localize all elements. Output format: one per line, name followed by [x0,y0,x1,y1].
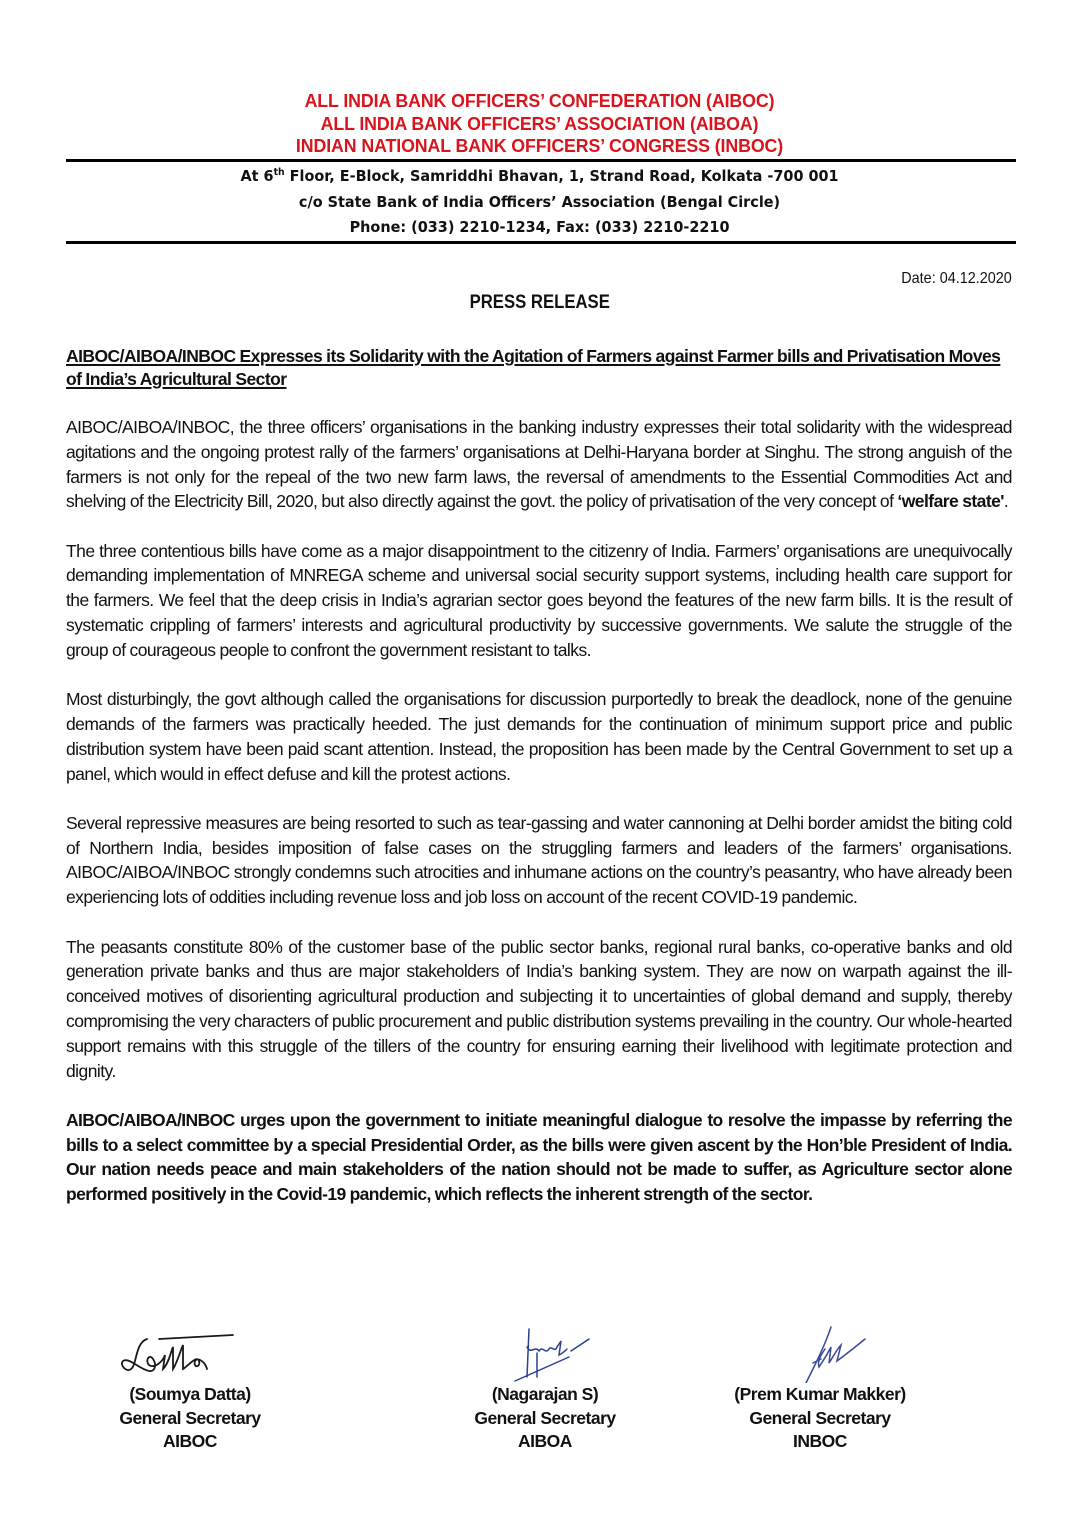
address-suffix: Floor, E-Block, Samriddhi Bhavan, 1, Strand Road, Kolkata -700 001 [284,167,839,185]
address-line-1 [38,164,1041,190]
title-text: PRESS RELEASE [469,292,610,313]
signature-soumya-datta-icon [115,1325,265,1383]
document-date: Date: 04.12.2020 [901,270,1012,287]
signatory-name: (Prem Kumar Makker) [734,1384,906,1404]
signatory-org: AIBOA [518,1431,572,1451]
letterhead-bottom-divider [66,241,1016,244]
org-name-inboc: INDIAN NATIONAL BANK OFFICERS’ CONGRESS (INBOC) [295,135,784,156]
letterhead [0,90,1079,158]
signature-block [0,1325,1079,1505]
paragraph-1-end: . [1003,491,1009,512]
paragraph-1-text: AIBOC/AIBOA/INBOC, the three officers’ organisations in the banking industry expresses their total solidarity with the widespread agitations and the ongoing protest rally of the farmers’ organisations at Delhi-Haryana border at Singhu. The strong anguish of the farmers is not only for the repeal of the two new farm laws, the reversal of amendments to the Essential Commodities Act and shelving of the Electricity Bill, 2020, but also directly against the govt. the policy of privatisation of the very concept of [66,417,1012,512]
signature-prem-kumar-makker-icon [745,1325,895,1383]
document-title [0,292,1079,314]
signatory-role: General Secretary [474,1407,616,1428]
signatory-name: (Nagarajan S) [491,1384,599,1404]
address-prefix: At 6 [240,167,274,185]
paragraph-2: The three contentious bills have come as a major disappointment to the citizenry of India. Farmers’ organisations are unequivocally demanding implementation of MNREGA scheme and universal social security support systems, including health care support for the farmers. We feel that the deep crisis in India’s agrarian sector goes beyond the features of the new farm bills. It is the result of systematic crippling of farmers’ interests and agricultural productivity by successive governments. We salute the struggle of the group of courageous people to confront the government resistant to talks. [66,540,1012,660]
signatory-role: General Secretary [119,1407,261,1428]
signatory-name: (Soumya Datta) [129,1384,251,1404]
signatory-inboc [720,1325,920,1454]
address-block [38,164,1041,241]
signatory-org: INBOC [793,1431,847,1451]
subject-heading: AIBOC/AIBOA/INBOC Expresses its Solidarity with the Agitation of Farmers against Farmer bills and Privatisation Moves of India’s Agricultural Sector [66,346,1001,389]
address-line-2: c/o State Bank of India Officers’ Association (Bengal Circle) [298,192,781,211]
paragraph-6-appeal: AIBOC/AIBOA/INBOC urges upon the government to initiate meaningful dialogue to resolve the impasse by referring the bills to a select committee by a special Presidential Order, as the bills were given ascent by the Hon’ble President of India. Our nation needs peace and main stakeholders of the nation should not be made to suffer, as Agriculture sector alone performed positively in the Covid-19 pandemic, which reflects the inherent strength of the sector. [66,1109,1012,1205]
letterhead-top-divider [66,159,1016,162]
document-body [66,345,1012,1232]
signatory-aiboc [100,1325,280,1454]
floor-ordinal: th [273,167,285,178]
org-name-aiboc: ALL INDIA BANK OFFICERS’ CONFEDERATION (AIBOC) [304,90,775,111]
signatory-org: AIBOC [163,1431,217,1451]
paragraph-4: Several repressive measures are being resorted to such as tear-gassing and water cannoning at Delhi border amidst the biting cold of Northern India, besides imposition of false cases on the struggling farmers and leaders of the farmers’ organisations. AIBOC/AIBOA/INBOC strongly condemns such atrocities and inhumane actions on the country’s peasantry, who have already been experiencing lots of oddities including revenue loss and job loss on account of the recent COVID-19 pandemic. [66,812,1012,908]
contact-line: Phone: (033) 2210-1234, Fax: (033) 2210-2210 [349,218,730,236]
signatory-role: General Secretary [749,1407,891,1428]
welfare-state-emphasis: ‘welfare state' [897,491,1004,512]
signature-nagarajan-s-icon [485,1325,605,1383]
organisation-names [22,90,1058,158]
paragraph-5: The peasants constitute 80% of the customer base of the public sector banks, regional rural banks, co-operative banks and old generation private banks and thus are major stakeholders of India’s banking system. They are now on warpath against the ill-conceived motives of disorienting agricultural production and subjecting it to uncertainties of global demand and supply, thereby compromising the very characters of public procurement and public distribution systems prevailing in the country. Our whole-hearted support remains with this struggle of the tillers of the country for ensuring earning their livelihood with legitimate protection and dignity. [66,936,1012,1081]
paragraph-1 [66,415,1012,514]
paragraph-3: Most disturbingly, the govt although called the organisations for discussion purportedly to break the deadlock, none of the genuine demands of the farmers was practically heeded. The just demands for the continuation of minimum support price and public distribution system have been paid scant attention. Instead, the proposition has been made by the Central Government to set up a panel, which would in effect defuse and kill the protest actions. [66,689,1012,784]
org-name-aiboa: ALL INDIA BANK OFFICERS’ ASSOCIATION (AIBOA) [320,112,759,134]
signatory-aiboa [455,1325,635,1454]
